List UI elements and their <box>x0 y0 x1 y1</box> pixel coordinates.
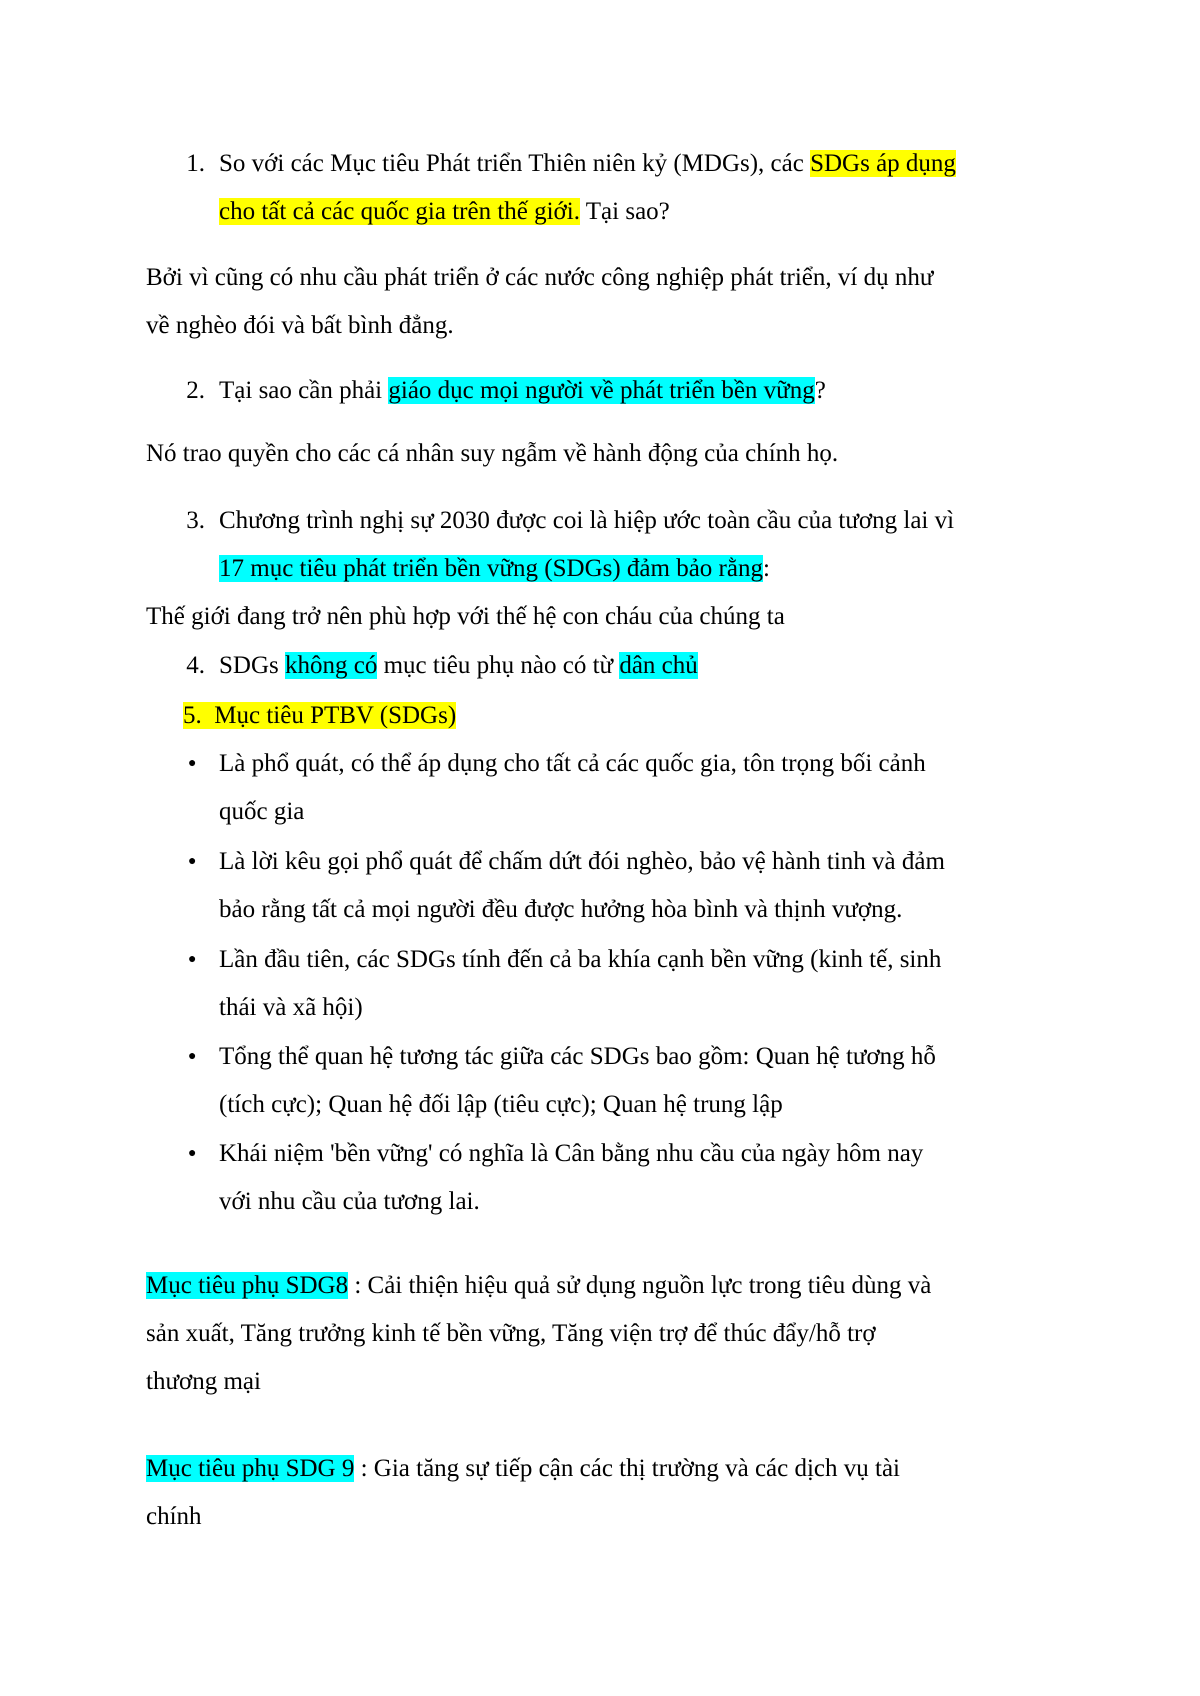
highlight-cyan: Mục tiêu phụ SDG 9 <box>146 1455 355 1482</box>
question-1-line-2: cho tất cả các quốc gia trên thế giới. Tại sao? <box>219 198 670 225</box>
list-number: 4. <box>186 652 205 679</box>
answer-1-line-1: Bởi vì cũng có nhu cầu phát triển ở các nước công nghiệp phát triển, ví dụ như <box>146 264 934 291</box>
document-page: 1. So với các Mục tiêu Phát triển Thiên niên kỷ (MDGs), các SDGs áp dụng cho tất cả các quốc gia trên thế giới. Tại sao? Bởi vì cũng có nhu cầu phát triển ở các nước công nghiệp phát triển, ví dụ như về nghèo đói và bất bình đẳng. 2. Tại sao cần phải giáo dục mọi người về phát triển bền vững? Nó trao quyền cho các cá nhân suy ngẫm về hành động của chính họ. 3. Chương trình nghị sự 2030 được coi là hiệp ước toàn cầu của tương lai vì 17 mục tiêu phát triển bền vững (SDGs) đảm bảo rằng: Thế giới đang trở nên phù hợp với thế hệ con cháu của chúng ta 4. SDGs không có mục tiêu phụ nào có từ dân chủ 5. Mục tiêu PTBV (SDGs) ● Là phổ quát, có thể áp dụng cho tất cả các quốc gia, tôn trọng bối cảnh quốc gia ● Là lời kêu gọi phổ quát để chấm dứt đói nghèo, bảo vệ hành tinh và đảm bảo rằng tất cả mọi người đều được hưởng hòa bình và thịnh vượng. ● Lần đầu tiên, các SDGs tính đến cả ba khía cạnh bền vững (kinh tế, sinh thái và xã hội) ● Tổng thể quan hệ tương tác giữa các SDGs bao gồm: Quan hệ tương hỗ (tích cực); Quan hệ đối lập (tiêu cực); Quan hệ trung lập ● Khái niệm 'bền vững' có nghĩa là Cân bằng nhu cầu của ngày hôm nay với nhu cầu của tương lai. Mục tiêu phụ SDG8 : Cải thiện hiệu quả sử dụng nguồn lực trong tiêu dùng và sản xuất, Tăng trưởng kinh tế bền vững, Tăng viện trợ để thúc đẩy/hỗ trợ thương mại Mục tiêu phụ SDG 9 : Gia tăng sự tiếp cận các thị trường và các dịch vụ tài chính <box>0 0 1200 1696</box>
answer-3: Thế giới đang trở nên phù hợp với thế hệ con cháu của chúng ta <box>146 603 785 630</box>
highlight-cyan: dân chủ <box>619 652 698 679</box>
list-number: 2. <box>186 377 205 404</box>
highlight-cyan: Mục tiêu phụ SDG8 <box>146 1272 349 1299</box>
question-3-line-2: 17 mục tiêu phát triển bền vững (SDGs) đảm bảo rằng: <box>219 555 770 582</box>
question-5 <box>183 692 456 740</box>
bullet-icon: ● <box>188 952 197 967</box>
bullet-icon: ● <box>188 756 197 771</box>
highlight-yellow: cho tất cả các quốc gia trên thế giới. <box>219 198 580 225</box>
bullet-icon: ● <box>188 1146 197 1161</box>
highlight-yellow: 5. Mục tiêu PTBV (SDGs) <box>183 702 457 729</box>
list-number: 3. <box>186 507 205 534</box>
question-1-line-1: So với các Mục tiêu Phát triển Thiên niên kỷ (MDGs), các SDGs áp dụng <box>219 150 956 177</box>
list-number: 1. <box>186 150 205 177</box>
highlight-cyan: 17 mục tiêu phát triển bền vững (SDGs) đảm bảo rằng <box>219 555 763 582</box>
bullet-icon: ● <box>188 854 197 869</box>
answer-1-line-2: về nghèo đói và bất bình đẳng. <box>146 312 454 339</box>
question-2-line: Tại sao cần phải giáo dục mọi người về phát triển bền vững? <box>219 377 826 404</box>
highlight-cyan: giáo dục mọi người về phát triển bền vững <box>388 377 815 404</box>
question-4-line: SDGs không có mục tiêu phụ nào có từ dân chủ <box>219 652 698 679</box>
question-3-line-1: Chương trình nghị sự 2030 được coi là hiệp ước toàn cầu của tương lai vì <box>219 507 955 534</box>
answer-2: Nó trao quyền cho các cá nhân suy ngẫm về hành động của chính họ. <box>146 440 839 467</box>
highlight-cyan: không có <box>285 652 378 679</box>
highlight-yellow: SDGs áp dụng <box>810 150 956 177</box>
bullet-icon: ● <box>188 1049 197 1064</box>
